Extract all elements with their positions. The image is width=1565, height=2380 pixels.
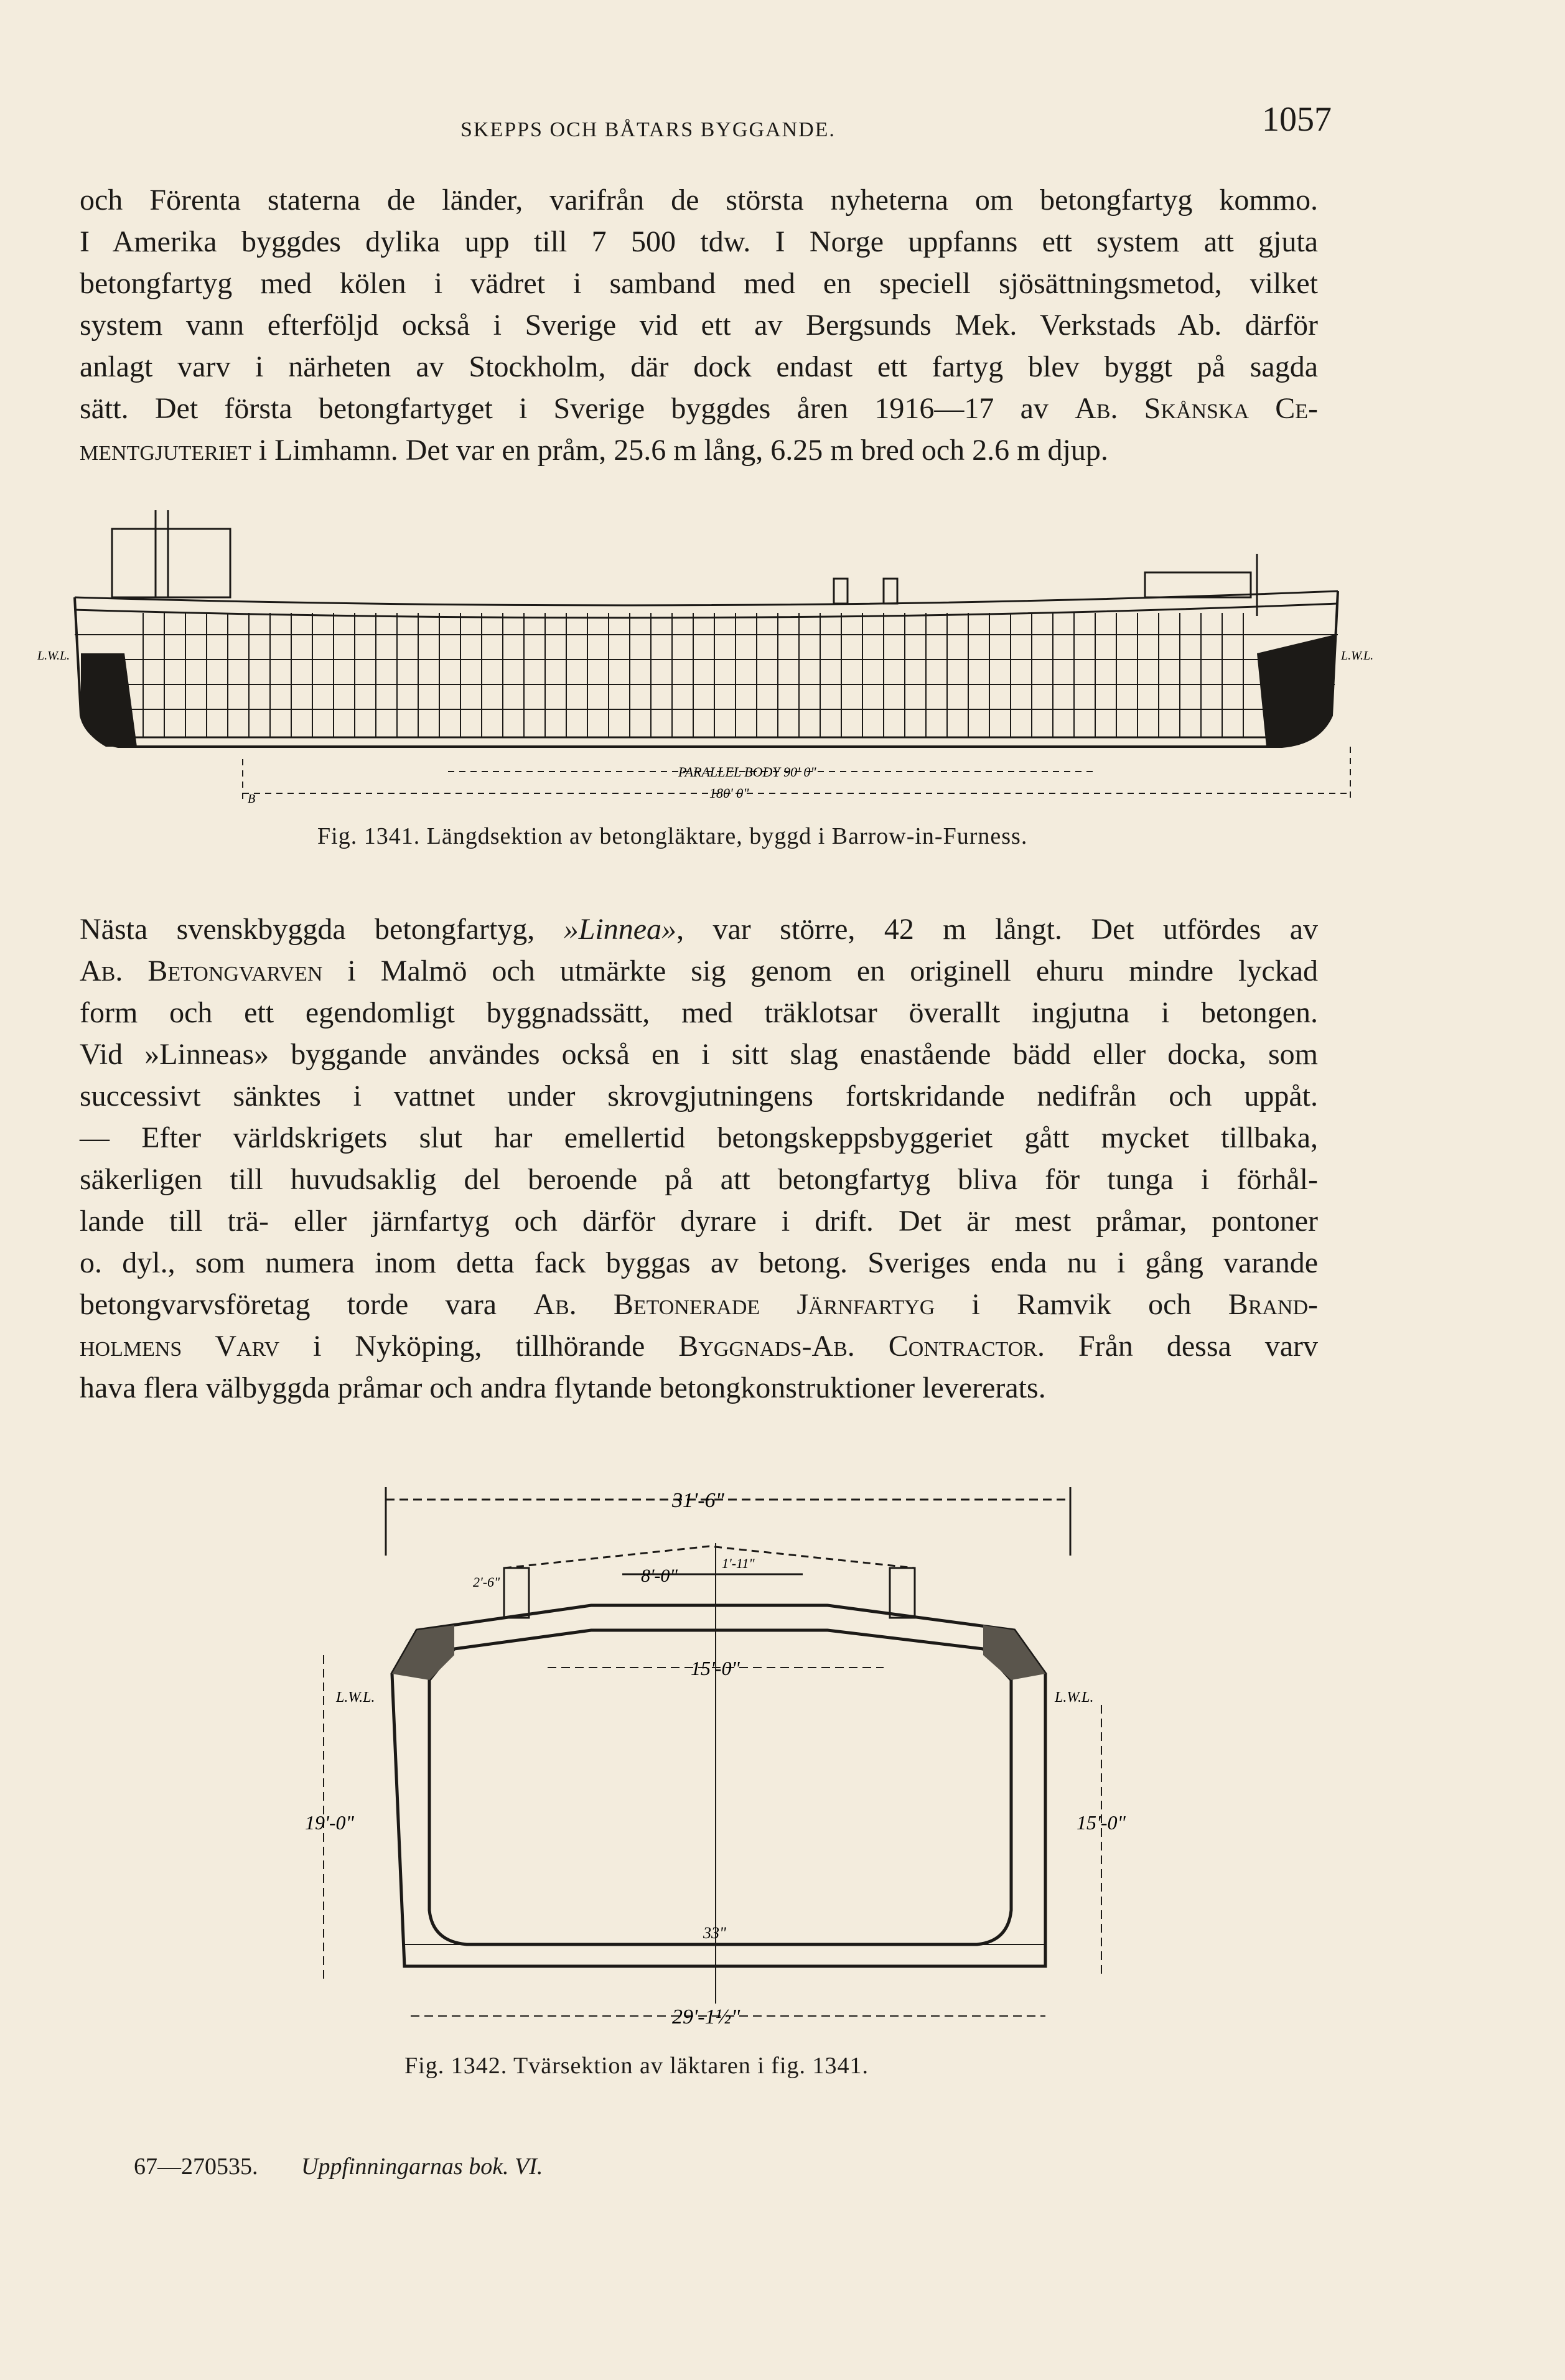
text-line (80, 908, 1318, 950)
book-title: Uppfinningarnas bok. VI. (301, 2154, 543, 2180)
page-header (81, 100, 1332, 149)
text-fragment: Nästa svenskbyggda betongfartyg, (80, 913, 535, 946)
text-line: successivt sänktes i vattnet under skrovgjutningens fortskridande nedifrån och uppåt. (80, 1080, 1318, 1113)
bilge-label: 33" (703, 1924, 726, 1942)
text-line (80, 1325, 1318, 1367)
text-line (80, 1284, 1318, 1325)
text-line: system vann efterföljd också i Sverige vid ett av Bergsunds Mek. Verkstads Ab. därför (80, 309, 1318, 342)
text-line (80, 388, 1318, 429)
text-line (80, 429, 1318, 471)
company-name: Ab. Skånska Ce- (1075, 392, 1319, 425)
text-fragment: , var större, 42 m långt. Det utfördes av (676, 913, 1319, 946)
overall-length-label: 180' 0" (709, 785, 749, 801)
text-line: o. dyl., som numera inom detta fack byggas av betong. Sveriges enda nu i gång varande (80, 1246, 1318, 1279)
figure-1342-caption: Fig. 1342. Tvärsektion av läktaren i fig. 1341. (404, 2053, 869, 2079)
text-line (80, 950, 1318, 992)
text-fragment: i Limhamn. Det var en pråm, 25.6 m lång, 6.25 m bred och 2.6 m djup. (258, 434, 1108, 467)
company-name: mentgjuteriet (80, 434, 251, 467)
paragraph-linnea (80, 908, 1318, 1409)
company-name: holmens Varv (80, 1330, 280, 1363)
text-line: anlagt varv i närheten av Stockholm, där dock endast ett fartyg blev byggt på sagda (80, 350, 1318, 383)
inner-width-label: 15'-0" (691, 1657, 740, 1679)
page-number: 1057 (1262, 100, 1332, 139)
text-fragment: i Ramvik och (971, 1288, 1192, 1321)
text-fragment: i Malmö och utmärkte sig genom en originell ehuru mindre lyckad (347, 954, 1318, 987)
print-code: 67—270535. (134, 2154, 258, 2180)
bottom-width-label: 29'-1½" (672, 2005, 740, 2028)
figure-1341-caption: Fig. 1341. Längdsektion av betongläktare, byggd i Barrow-in-Furness. (317, 823, 1028, 849)
waterline-label-right: L.W.L. (1341, 649, 1374, 663)
text-line: hava flera välbyggda pråmar och andra flytande betongkonstruktioner levererats. (80, 1371, 1046, 1404)
overall-beam-label: 31'-6" (672, 1489, 724, 1512)
text-line: betongfartyg med kölen i vädret i samband med en speciell sjösättningsmetod, vilket (80, 267, 1318, 300)
company-prefix: Ab. (80, 954, 123, 987)
text-line: Vid »Linneas» byggande användes också en i sitt slag enastående bädd eller docka, som (80, 1038, 1318, 1071)
text-fragment: sätt. Det första betongfartyget i Sverige byggdes åren 1916—17 av (80, 392, 1049, 425)
station-label: B (248, 792, 256, 806)
text-fragment: Från dessa varv (1078, 1330, 1319, 1363)
coaming-label: 2'-6" (473, 1574, 500, 1590)
depth-label: 19'-0" (305, 1811, 354, 1834)
text-line: säkerligen till huvudsaklig del beroende på att betongfartyg bliva för tunga i förhål- (80, 1163, 1318, 1196)
ship-name: »Linnea» (563, 913, 677, 946)
company-name: Brand- (1228, 1288, 1319, 1321)
company-name: Ab. Betonerade Järnfartyg (533, 1288, 935, 1321)
text-fragment: i Nyköping, tillhörande (313, 1330, 645, 1363)
text-line: lande till trä- eller järnfartyg och därför dyrare i drift. Det är mest pråmar, pontoner (80, 1205, 1318, 1238)
text-line: och Förenta staterna de länder, varifrån de största nyheterna om betongfartyg kommo. (80, 184, 1318, 217)
camber-label: 1'-11" (722, 1556, 755, 1571)
paragraph-intro (80, 179, 1318, 471)
text-line: I Amerika byggdes dylika upp till 7 500 tdw. I Norge uppfanns ett system att gjuta (80, 225, 1318, 258)
company-name: Betongvarven (147, 954, 323, 987)
parallel-body-label: PARALLEL BODY 90' 0" (678, 764, 816, 780)
running-title: SKEPPS OCH BÅTARS BYGGANDE. (460, 118, 836, 141)
longitudinal-section-figure (37, 510, 1406, 809)
text-line: — Efter världskrigets slut har emellertid betongskeppsbyggeriet gått mycket tillbaka, (80, 1121, 1318, 1154)
hatch-width-label: 8'-0" (641, 1566, 678, 1586)
waterline-label-right: L.W.L. (1055, 1689, 1094, 1706)
draft-label: 15'-0" (1077, 1811, 1126, 1834)
page-footer (134, 2153, 543, 2180)
company-name: Byggnads-Ab. Contractor. (678, 1330, 1045, 1363)
waterline-label-left: L.W.L. (336, 1689, 375, 1706)
text-fragment: betongvarvsföretag torde vara (80, 1288, 497, 1321)
text-line: form och ett egendomligt byggnadssätt, med träklotsar överallt ingjutna i betongen. (80, 996, 1318, 1029)
cross-section-figure (268, 1481, 1139, 2028)
waterline-label-left: L.W.L. (37, 649, 70, 663)
